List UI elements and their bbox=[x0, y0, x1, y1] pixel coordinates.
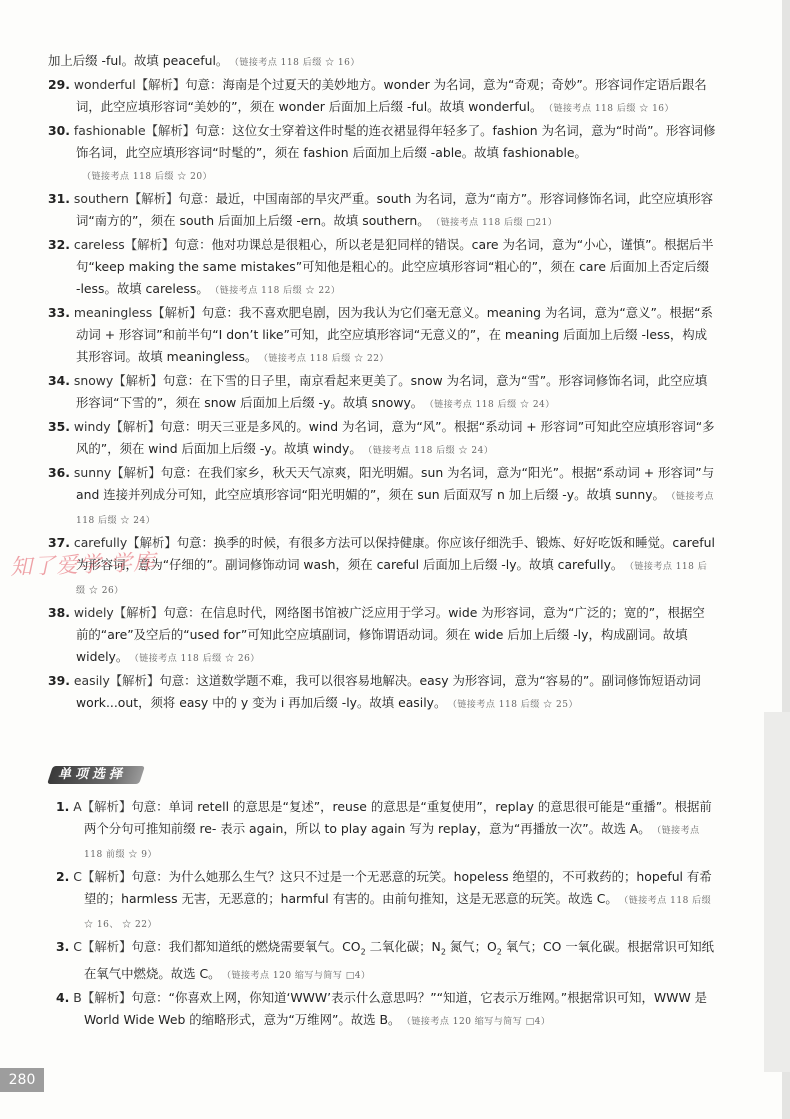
answer-list bbox=[48, 50, 716, 716]
list-item: 1. A【解析】句意：单词 retell 的意思是“复述”，reuse 的意思是“重复使用”，replay 的意思很可能是“重播”。根据前两个分句可推知前缀 re- 表示 again，所以 to play again 写为 replay，意为“再播放一次”。故选 A。 （链接考点 118 前缀 ☆ 9） bbox=[56, 799, 712, 860]
page-number: 280 bbox=[0, 1068, 44, 1092]
list-item: 31. southern【解析】句意：最近，中国南部的旱灾严重。south 为名词，意为“南方”。形容词修饰名词，此空应填形容词“南方的”，须在 south 后面加上后缀 -ern。故填 southern。 （链接考点 118 后缀 □21） bbox=[48, 191, 714, 228]
list-item: 38. widely【解析】句意：在信息时代，网络图书馆被广泛应用于学习。wide 为形容词，意为“广泛的；宽的”，根据空前的“are”及空后的“used for”可知此空应填副词，修饰谓语动词。须在 wide 后加上后缀 -ly，构成副词。故填 widely。 （链接考点 118 后缀 ☆ 26） bbox=[48, 605, 705, 664]
list-item: 3. C【解析】句意：我们都知道纸的燃烧需要氧气。$CO_2$ 二氧化碳；$N_2$ 氮气；$O_2$ 氧气；CO 一氧化碳。根据常识可知纸在氧气中燃烧。故选 C。 （链接考点 120 缩写与简写 □4） bbox=[56, 939, 715, 982]
multiple-choice-list bbox=[56, 796, 718, 1033]
section-title: 单项选择 bbox=[58, 767, 127, 782]
list-item: 29. wonderful【解析】句意：海南是个过夏天的美妙地方。wonder 为名词，意为“奇观；奇妙”。形容词作定语后跟名词，此空应填形容词“美妙的”，须在 wonder 后面加上后缀 -ful。故填 wonderful。 （链接考点 118 后缀 ☆ 16） bbox=[48, 77, 707, 114]
page-edge-tab bbox=[764, 712, 790, 1072]
list-item: 4. B【解析】句意：“你喜欢上网，你知道‘WWW’表示什么意思吗？”“知道，它表示万维网。”根据常识可知，WWW 是 World Wide Web 的缩略形式，意为“万维网”。故选 B。 （链接考点 120 缩写与简写 □4） bbox=[56, 990, 708, 1028]
list-item: 35. windy【解析】句意：明天三亚是多风的。wind 为名词，意为“风”。根据“系动词 + 形容词”可知此空应填形容词“多风的”，须在 wind 后面加上后缀 -y。故填 windy。 （链接考点 118 后缀 ☆ 24） bbox=[48, 419, 715, 456]
list-item: 2. C【解析】句意：为什么她那么生气？这只不过是一个无恶意的玩笑。hopeless 绝望的，不可救药的；hopeful 有希望的；harmless 无害，无恶意的；harmful 有害的。由前句推知，这是无恶意的玩笑。故选 C。 （链接考点 118 后缀 ☆ 16、 ☆ 22） bbox=[56, 869, 712, 930]
list-item: 加上后缀 -ful。故填 peaceful。 （链接考点 118 后缀 ☆ 16） bbox=[48, 53, 360, 68]
list-item: 33. meaningless【解析】句意：我不喜欢肥皂剧，因为我认为它们毫无意义。meaning 为名词，意为“意义”。根据“系动词 + 形容词”和前半句“I don’t like”可知，此空应填形容词“无意义的”，在 meaning 后面加上后缀 -less，构成其形容词。故填 meaningless。 （链接考点 118 后缀 ☆ 22） bbox=[48, 305, 713, 364]
list-item: 39. easily【解析】句意：这道数学题不难，我可以很容易地解决。easy 为形容词，意为“容易的”。副词修饰短语动词 work...out，须将 easy 中的 y 变为 i 再加后缀 -ly。故填 easily。 （链接考点 118 后缀 ☆ 25） bbox=[48, 673, 701, 710]
list-item: 37. carefully【解析】句意：换季的时候，有很多方法可以保持健康。你应该仔细洗手、锻炼、好好吃饭和睡觉。careful 为形容词，意为“仔细的”。副词修饰动词 wash，须在 careful 后面加上后缀 -ly。故填 carefully。 （链接考点 118 后缀 ☆ 26） bbox=[48, 535, 715, 596]
list-item: 32. careless【解析】句意：他对功课总是很粗心，所以老是犯同样的错误。care 为名词，意为“小心，谨慎”。根据后半句“keep making the same mistakes”可知他是粗心的。此空应填形容词“粗心的”，须在 care 后面加上否定后缀 -less。故填 careless。 （链接考点 118 后缀 ☆ 22） bbox=[48, 237, 714, 296]
list-item: 30. fashionable【解析】句意：这位女士穿着这件时髦的连衣裙显得年轻多了。fashion 为名词，意为“时尚”。形容词修饰名词，此空应填形容词“时髦的”，须在 fashion 后面加上后缀 -able。故填 fashionable。（链接考点 118 后缀 ☆ 20） bbox=[48, 123, 716, 182]
list-item: 36. sunny【解析】句意：在我们家乡，秋天天气凉爽，阳光明媚。sun 为名词，意为“阳光”。根据“系动词 + 形容词”与 and 连接并列成分可知，此空应填形容词“阳光明媚的”，须在 sun 后面双写 n 加上后缀 -y。故填 sunny。 （链接考点 118 后缀 ☆ 24） bbox=[48, 465, 715, 526]
section-header bbox=[50, 764, 145, 786]
watermark: 知了爱学·学库 bbox=[9, 550, 157, 581]
list-item: 34. snowy【解析】句意：在下雪的日子里，南京看起来更美了。snow 为名词，意为“雪”。形容词修饰名词，此空应填形容词“下雪的”，须在 snow 后面加上后缀 -y。故填 snowy。 （链接考点 118 后缀 ☆ 24） bbox=[48, 373, 708, 410]
